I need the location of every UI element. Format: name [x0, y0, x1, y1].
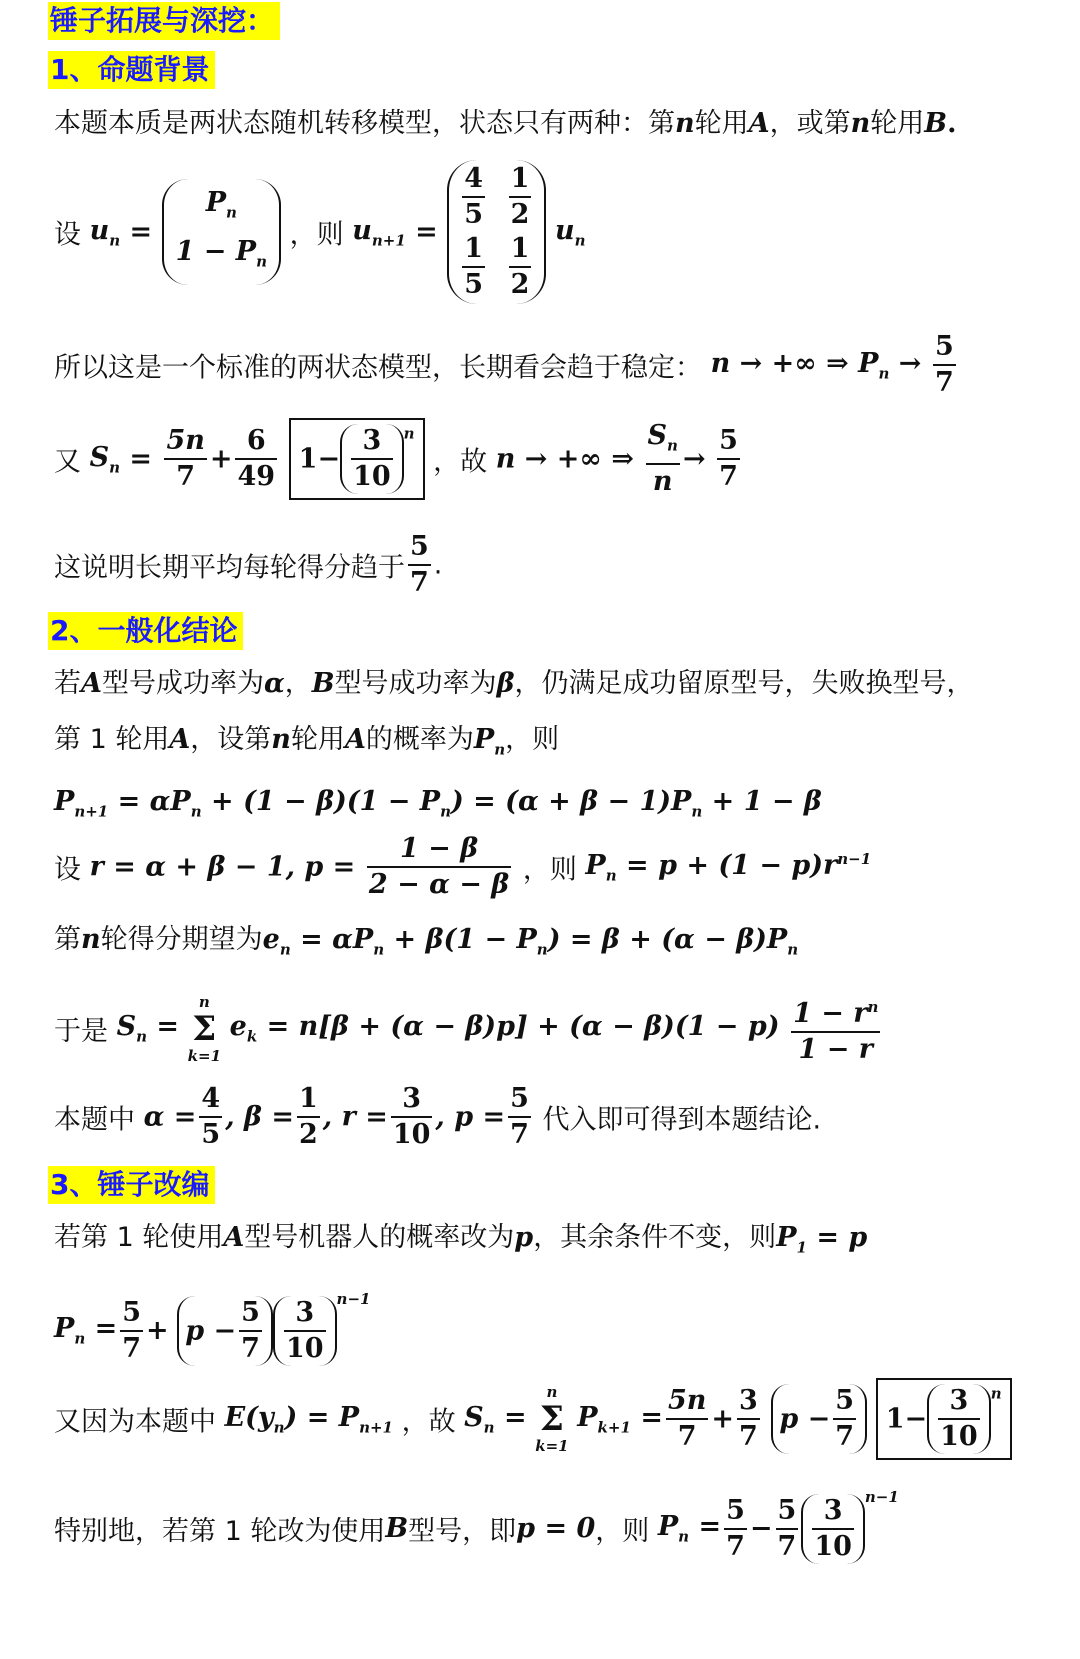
- line-limit: 所以这是一个标准的两状态模型，长期看会趋于稳定： n → +∞ ⇒ $P_n$ → $\frac{5}{7}$: [54, 331, 954, 398]
- line-expectation: 第n轮得分期望为$e_n = \alpha P_n + \beta(1 - P_n) = \beta + (\alpha - \beta)P_n$: [54, 924, 799, 959]
- line-recurrence: $P_{n+1} = \alpha P_n + (1 - \beta)(1 - P_n) = (\alpha + \beta - 1)P_n + 1 - \beta$: [54, 786, 822, 821]
- line-general-1: 若A型号成功率为α，B型号成功率为β，仍满足成功留原型号，失败换型号，: [54, 668, 974, 699]
- line-model: 本题本质是两状态随机转移模型，状态只有两种：第n轮用A，或第n轮用B.: [54, 108, 957, 139]
- line-sum: 于是 $S_n$ = n Σ k=1 $e_k = n[\beta + (\alpha - \beta)p] + (\alpha - \beta)(1 - p)$ $\frac{1 - r^n}{1 - r}$: [54, 990, 883, 1067]
- line-sn: 又 $S_n$ = $\frac{5n}{7}$ + $\frac{6}{49}$ 1− $\frac{3}{10}$ $^n$ ，故 n → +∞ ⇒ $\frac{S_n}{n}$ → $\frac{5}{7}$: [54, 418, 743, 500]
- section-2-heading: 2、一般化结论: [48, 612, 243, 650]
- line-substitute: 本题中 α = $\frac{4}{5}$ , β = $\frac{1}{2}$ , r = $\frac{3}{10}$ , p = $\frac{5}{7}$ 代入即可得到本题结论.: [54, 1083, 822, 1150]
- line-variant-pn: $P_n$ = $\frac{5}{7}$ + p − $\frac{5}{7}$ $\frac{3}{10}$ $^{n-1}$: [54, 1290, 371, 1364]
- vector-un: $P_n$ $1 - P_n$: [162, 179, 281, 286]
- transition-matrix: $\frac{4}{5}$ $\frac{1}{2}$ $\frac{1}{5}$ $\frac{1}{2}$: [447, 160, 546, 304]
- line-average: 这说明长期平均每轮得分趋于 $\frac{5}{7}$ .: [54, 531, 443, 598]
- line-variant-1: 若第 1 轮使用A型号机器人的概率改为p，其余条件不变，则$P_1 = p$: [54, 1222, 868, 1257]
- line-general-2: 第 1 轮用A，设第n轮用A的概率为$P_n$，则: [54, 724, 560, 759]
- bracket-expr: 1− $\frac{3}{10}$ $^n$: [289, 418, 425, 500]
- section-3-heading: 3、锤子改编: [48, 1166, 215, 1204]
- section-1-heading: 1、命题背景: [48, 51, 215, 89]
- line-set-r: 设 r = α + β − 1, p = $\frac{1 - \beta}{2 - \alpha - \beta}$ ，则 $P_n = p + (1 - p)r^{n-1}$: [54, 833, 872, 900]
- title-heading: 锤子拓展与深挖：: [48, 2, 280, 40]
- line-matrix: 设 $u_n$ = $P_n$ $1 - P_n$ ，则 $u_{n+1}$ = $\frac{4}{5}$ $\frac{1}{2}$ $\frac{1}{5}$ $\frac{1}{2}$ $u_n$: [54, 160, 586, 304]
- line-variant-sn: 又因为本题中 $E(y_n) = P_{n+1}$ ，故 $S_n$ = n Σ k=1 $P_{k+1}$ = $\frac{5n}{7}$ + $\frac{3}{7}$ p − $\frac{5}{7}$ 1− $\frac{3}{10}$ $^n$: [54, 1378, 1012, 1460]
- line-special-case: 特别地，若第 1 轮改为使用B型号，即p = 0，则 $P_n$ = $\frac{5}{7}$ − $\frac{5}{7}$ $\frac{3}{10}$ $^{n-1}$: [54, 1488, 899, 1562]
